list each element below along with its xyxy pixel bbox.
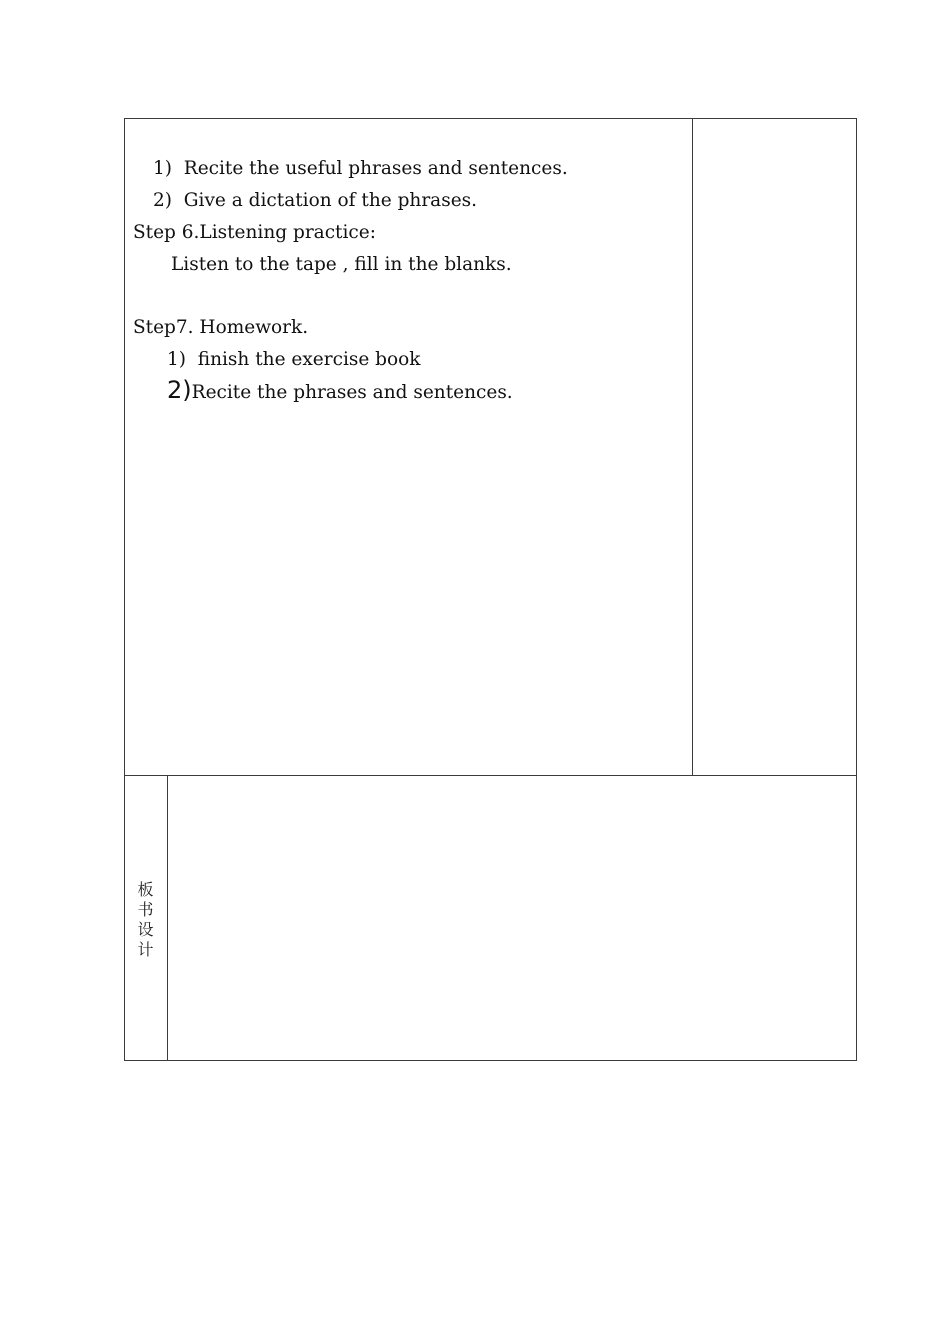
list-item-number: 1) [167, 349, 186, 370]
step6-text: Listen to the tape , fill in the blanks. [171, 254, 512, 275]
table-row-divider [124, 775, 857, 776]
table-border-top [124, 118, 857, 119]
list-item-number: 2) [153, 190, 172, 211]
list-item-number: 1) [153, 158, 172, 179]
list-item-number: 2) [167, 376, 192, 404]
board-label-char: 板 [137, 880, 154, 899]
board-design-label [124, 880, 167, 960]
list-item [153, 157, 568, 181]
board-label-char: 书 [137, 900, 154, 919]
board-label-char: 设 [137, 920, 154, 939]
table-border-right [856, 118, 857, 1061]
list-item [153, 189, 477, 213]
board-label-divider [167, 775, 168, 1061]
table-border-bottom [124, 1060, 857, 1061]
list-item [167, 348, 421, 372]
step6-heading: Step 6.Listening practice: [133, 222, 376, 243]
step7-heading: Step7. Homework. [133, 317, 309, 338]
list-item-text: Recite the phrases and sentences. [191, 382, 513, 403]
list-item-text: finish the exercise book [197, 349, 421, 370]
table-column-divider [692, 118, 693, 776]
list-item-text: Recite the useful phrases and sentences. [183, 158, 568, 179]
list-item [167, 378, 513, 405]
list-item-text: Give a dictation of the phrases. [183, 190, 478, 211]
board-label-char: 计 [137, 940, 154, 959]
